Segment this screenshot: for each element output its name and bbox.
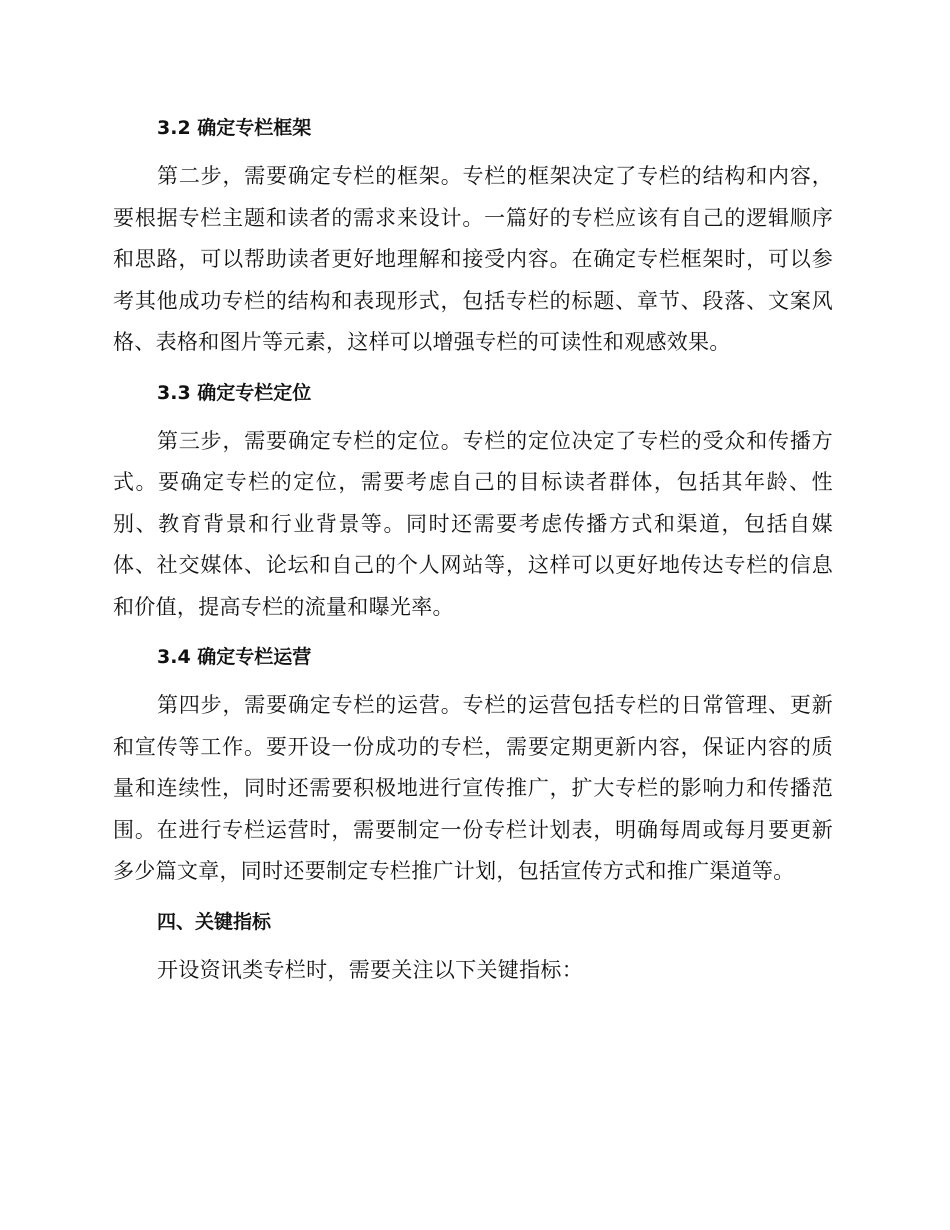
section-heading-key-metrics: 四、关键指标 [157,910,272,933]
section-heading-3-4: 3.4 确定专栏运营 [157,646,312,668]
section-heading-3-2: 3.2 确定专栏框架 [157,117,312,139]
section-paragraph-3-4: 第四步，需要确定专栏的运营。专栏的运营包括专栏的日常管理、更新和宣传等工作。要开设一份成功的专栏，需要定期更新内容，保证内容的质量和连续性，同时还需要积极地进行宣传推广，扩大专栏的影响力和传播范围。在进行专栏运营时，需要制定一份专栏计划表，明确每周或每月要更新多少篇文章，同时还要制定专栏推广计划，包括宣传方式和推广渠道等。 [113,693,833,883]
section-paragraph-3-3: 第三步，需要确定专栏的定位。专栏的定位决定了专栏的受众和传播方式。要确定专栏的定位，需要考虑自己的目标读者群体，包括其年龄、性别、教育背景和行业背景等。同时还需要考虑传播方式和渠道，包括自媒体、社交媒体、论坛和自己的个人网站等，这样可以更好地传达专栏的信息和价值，提高专栏的流量和曝光率。 [113,428,833,619]
section-paragraph-key-metrics: 开设资讯类专栏时，需要关注以下关键指标： [157,957,583,982]
section-paragraph-3-2: 第二步，需要确定专栏的框架。专栏的框架决定了专栏的结构和内容，要根据专栏主题和读者的需求来设计。一篇好的专栏应该有自己的逻辑顺序和思路，可以帮助读者更好地理解和接受内容。在确定专栏框架时，可以参考其他成功专栏的结构和表现形式，包括专栏的标题、章节、段落、文案风格、表格和图片等元素，这样可以增强专栏的可读性和观感效果。 [113,164,833,354]
section-heading-3-3: 3.3 确定专栏定位 [157,381,312,404]
document-body [113,108,833,991]
